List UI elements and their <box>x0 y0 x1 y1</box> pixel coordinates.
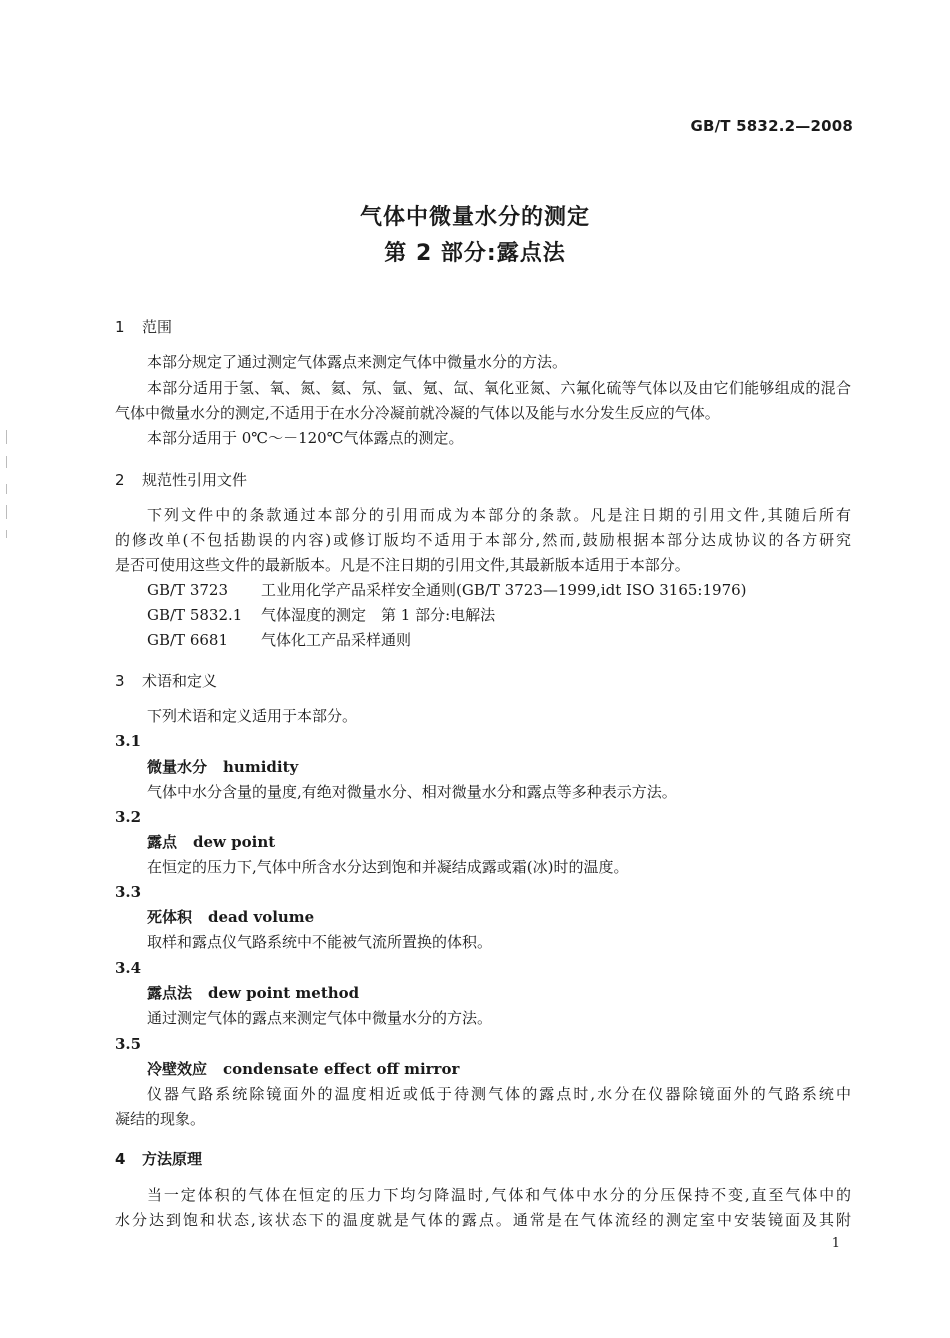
term-definition-continuation: 凝结的现象。 <box>115 1110 206 1128</box>
term-name <box>147 832 275 853</box>
term-definition: 在恒定的压力下,气体中所含水分达到饱和并凝结成露或霜(冰)时的温度。 <box>147 858 629 876</box>
paragraph-continuation: 气体中微量水分的测定,不适用于在水分冷凝前就冷凝的气体以及能与水分发生反应的气体。 <box>115 404 720 422</box>
reference-item <box>147 630 411 651</box>
paragraph: 下列术语和定义适用于本部分。 <box>147 707 358 725</box>
term-zh: 露点 <box>147 833 178 851</box>
reference-title: 气体化工产品采样通则 <box>261 631 412 649</box>
reference-title: 工业用化学产品采样安全通则(GB/T 3723—1999,idt ISO 3165:1976) <box>261 581 747 599</box>
term-name <box>147 1059 459 1080</box>
term-number: 3.3 <box>115 883 142 901</box>
section-number: 1 <box>115 318 125 336</box>
section-title: 术语和定义 <box>142 672 218 690</box>
scan-mark <box>6 430 7 444</box>
paragraph <box>115 378 851 399</box>
text-line: 当一定体积的气体在恒定的压力下均匀降温时,气体和气体中水分的分压保持不变,直至气体中的 <box>147 1186 851 1204</box>
text-line: 的修改单(不包括勘误的内容)或修订版均不适用于本部分,然而,鼓励根据本部分达成协议的各方研究 <box>115 531 851 549</box>
section-number: 2 <box>115 471 125 489</box>
section-1-heading <box>115 316 172 337</box>
term-en: condensate effect off mirror <box>223 1060 460 1078</box>
reference-title: 气体湿度的测定 第 1 部分:电解法 <box>261 606 496 624</box>
reference-item <box>147 605 495 626</box>
text-line: 仪器气路系统除镜面外的温度相近或低于待测气体的露点时,水分在仪器除镜面外的气路系统中 <box>147 1085 851 1103</box>
scan-mark <box>6 530 7 538</box>
term-number: 3.4 <box>115 959 142 977</box>
term-number: 3.1 <box>115 732 142 750</box>
text-line: 水分达到饱和状态,该状态下的温度就是气体的露点。通常是在气体流经的测定室中安装镜面及其附 <box>115 1211 851 1229</box>
section-number: 3 <box>115 672 125 690</box>
page-number: 1 <box>831 1236 840 1251</box>
section-title: 方法原理 <box>142 1150 203 1168</box>
paragraph-continuation <box>115 1210 851 1231</box>
scan-mark <box>6 505 7 519</box>
term-zh: 冷壁效应 <box>147 1060 208 1078</box>
term-number: 3.5 <box>115 1035 142 1053</box>
reference-code: GB/T 3723 <box>147 581 229 599</box>
paragraph: 本部分适用于 0℃～－120℃气体露点的测定。 <box>147 429 464 447</box>
term-zh: 露点法 <box>147 984 193 1002</box>
paragraph: 本部分规定了通过测定气体露点来测定气体中微量水分的方法。 <box>147 353 568 371</box>
paragraph-continuation <box>115 530 851 551</box>
term-number: 3.2 <box>115 808 142 826</box>
term-definition: 气体中水分含量的量度,有绝对微量水分、相对微量水分和露点等多种表示方法。 <box>147 783 677 801</box>
section-title: 规范性引用文件 <box>142 471 248 489</box>
paragraph <box>115 1185 851 1206</box>
term-zh: 死体积 <box>147 908 193 926</box>
paragraph-continuation: 是否可使用这些文件的最新版本。凡是不注日期的引用文件,其最新版本适用于本部分。 <box>115 556 690 574</box>
term-en: dead volume <box>208 908 315 926</box>
reference-code: GB/T 5832.1 <box>147 606 243 624</box>
document-subtitle: 第 2 部分:露点法 <box>384 241 566 266</box>
term-definition: 取样和露点仪气路系统中不能被气流所置换的体积。 <box>147 933 493 951</box>
term-definition <box>115 1084 851 1105</box>
term-name <box>147 907 314 928</box>
term-name <box>147 757 298 778</box>
term-zh: 微量水分 <box>147 758 208 776</box>
reference-code: GB/T 6681 <box>147 631 229 649</box>
document-title: 气体中微量水分的测定 <box>359 205 590 230</box>
scan-mark <box>6 456 7 468</box>
paragraph <box>115 505 851 526</box>
text-line: 本部分适用于氢、氧、氮、氦、氖、氩、氪、氙、氧化亚氮、六氟化硫等气体以及由它们能够组成的混合 <box>147 379 851 397</box>
section-2-heading <box>115 469 247 490</box>
text-line: 下列文件中的条款通过本部分的引用而成为本部分的条款。凡是注日期的引用文件,其随后所有 <box>147 506 851 524</box>
section-4-heading <box>115 1148 202 1169</box>
section-number: 4 <box>115 1150 126 1168</box>
term-en: humidity <box>223 758 299 776</box>
term-name <box>147 983 359 1004</box>
scan-mark <box>6 484 7 494</box>
term-en: dew point method <box>208 984 360 1002</box>
term-definition: 通过测定气体的露点来测定气体中微量水分的方法。 <box>147 1009 493 1027</box>
term-en: dew point <box>193 833 276 851</box>
reference-item <box>147 580 747 601</box>
section-3-heading <box>115 670 217 691</box>
standard-code: GB/T 5832.2—2008 <box>690 117 853 135</box>
section-title: 范围 <box>142 318 173 336</box>
